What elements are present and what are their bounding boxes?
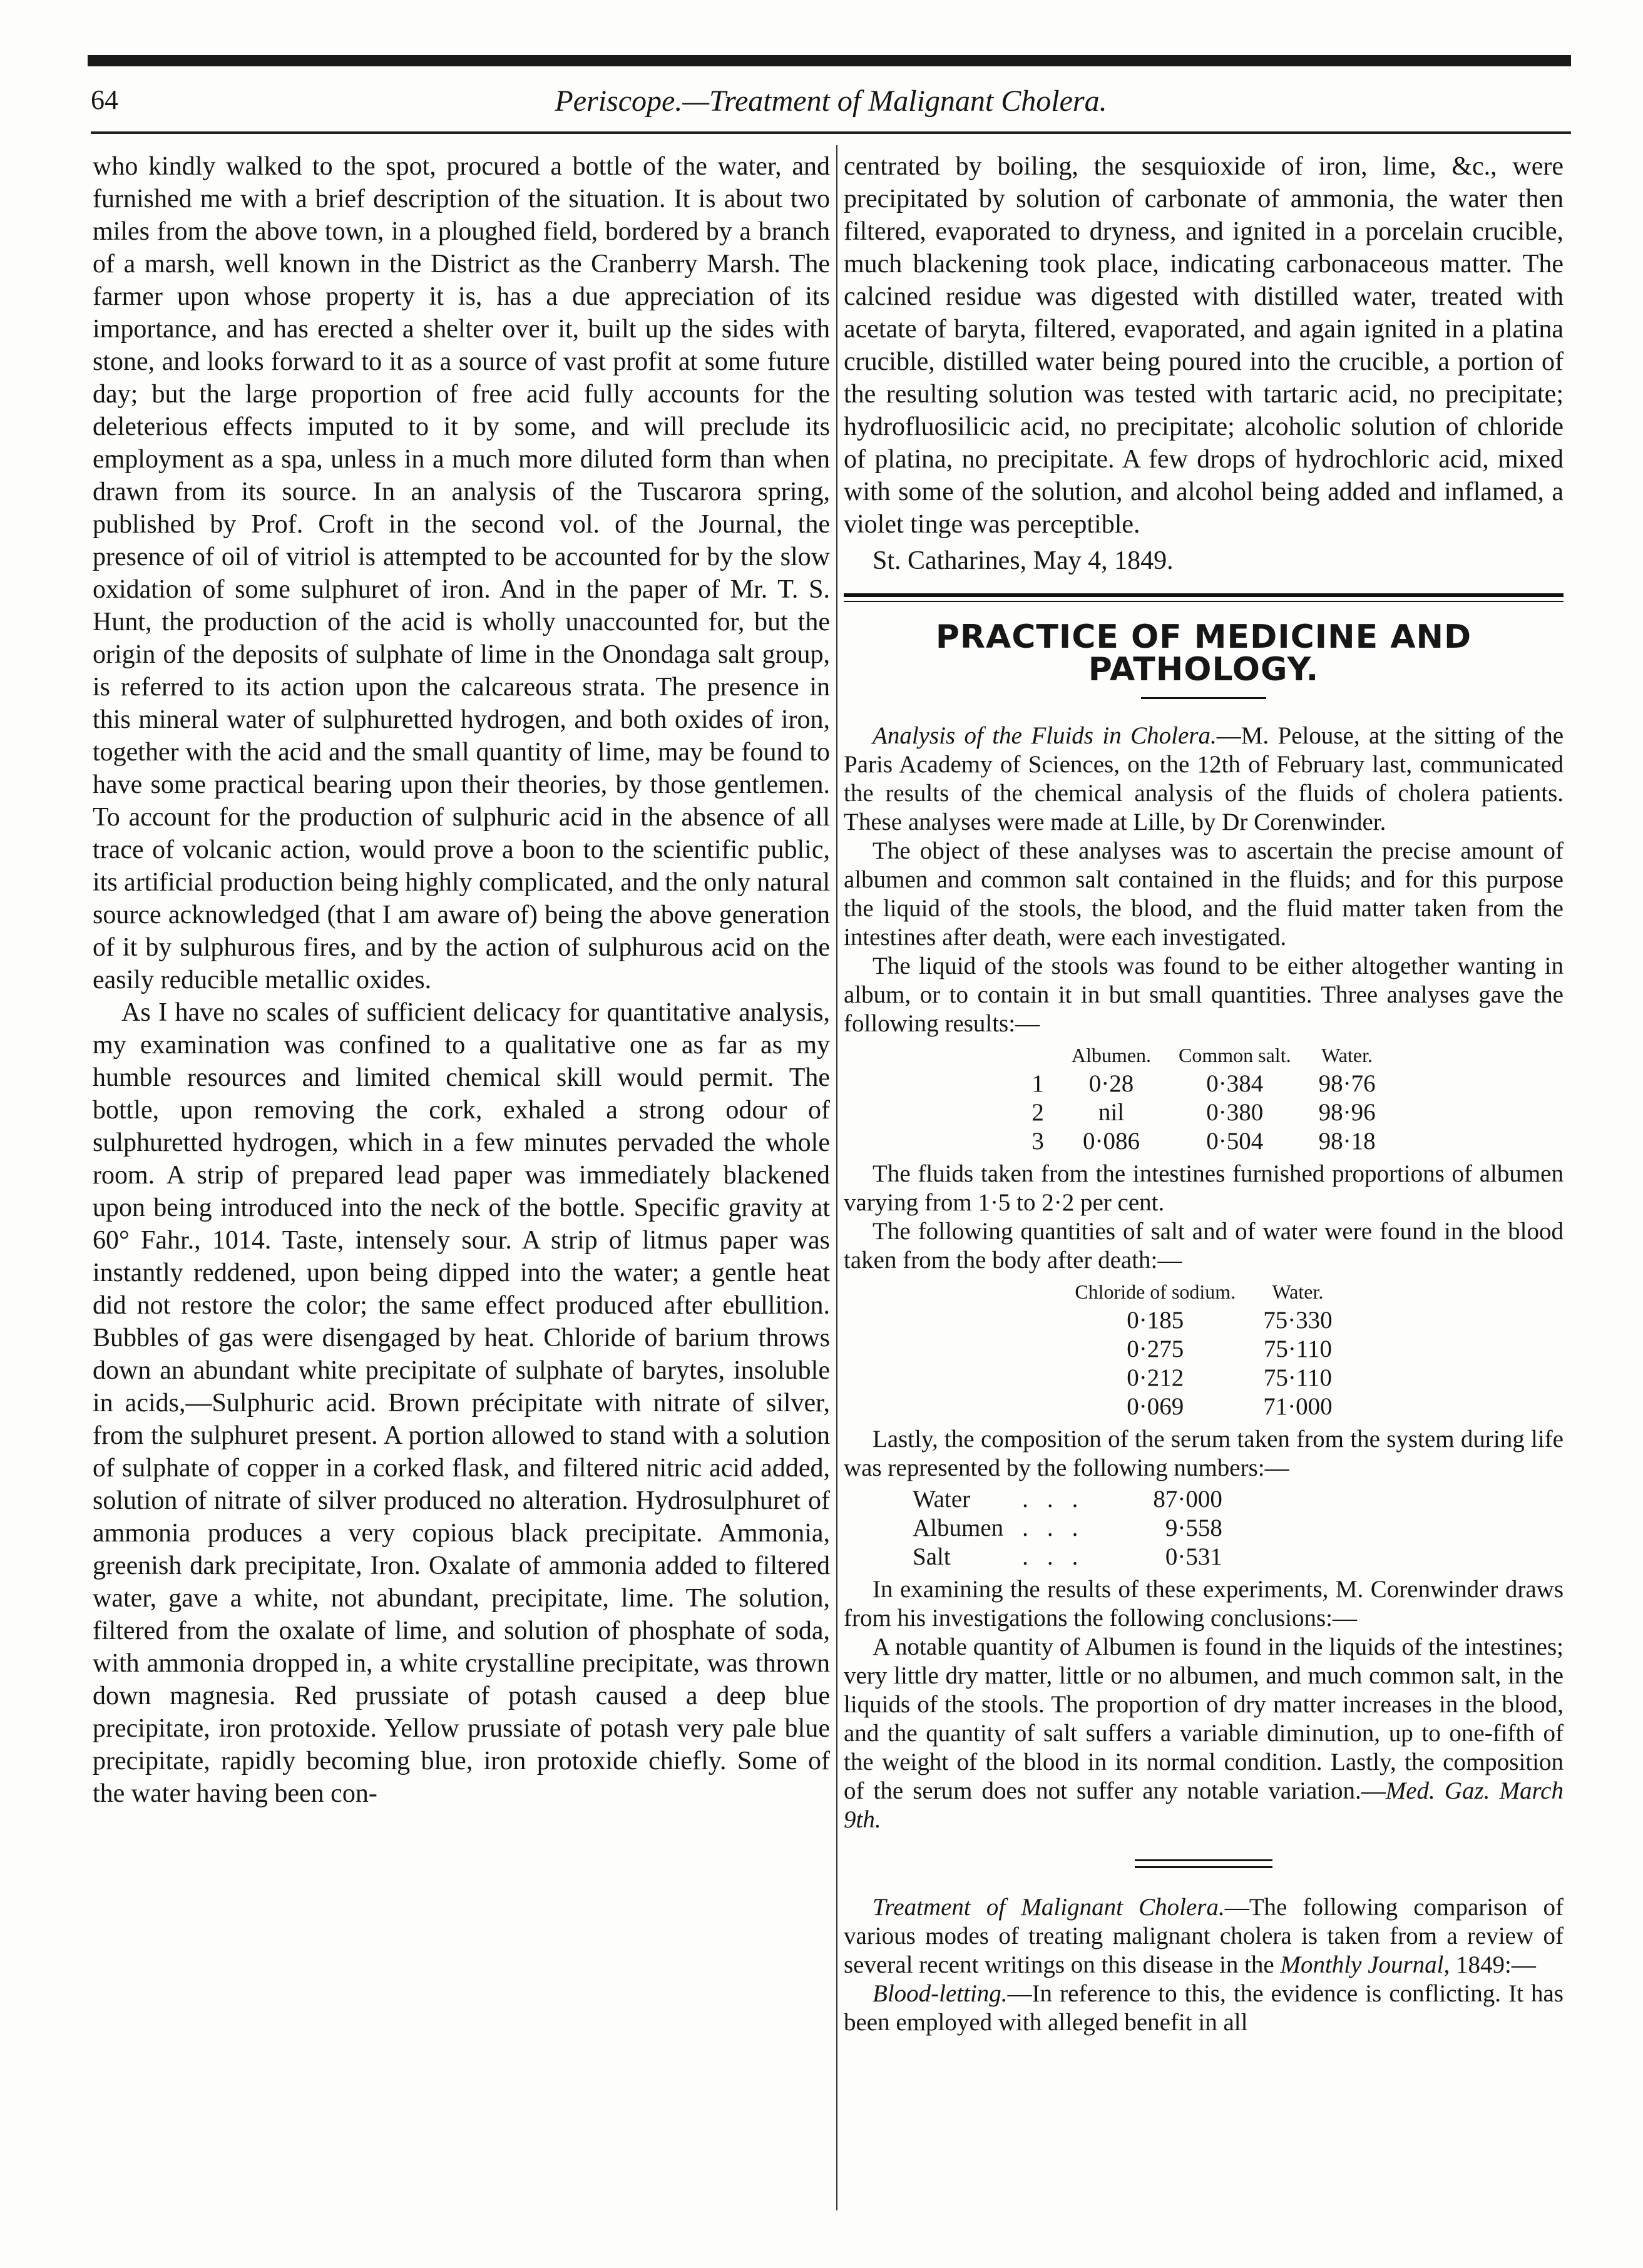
blood-analysis-table bbox=[1061, 1277, 1346, 1421]
table-row: 2 nil 0·380 98·96 bbox=[1031, 1099, 1376, 1126]
table-row: Salt ... 0·531 bbox=[913, 1543, 1222, 1570]
analysis-paragraph-1: Analysis of the Fluids in Cholera.—M. Pelouse, at the sitting of the Paris Academy of Sciences, on the 12th of February last, communicated the results of the chemical analysis of the fluids of cholera patients. These analyses were made at Lille, by Dr Corenwinder. bbox=[844, 722, 1564, 835]
citation: Med. Gaz. March 9th. bbox=[844, 1777, 1564, 1833]
analysis-title: Analysis of the Fluids in Cholera. bbox=[873, 722, 1217, 749]
stools-analysis-table bbox=[1018, 1041, 1389, 1156]
article-separator bbox=[1135, 1859, 1272, 1868]
page-header bbox=[91, 84, 1571, 128]
header-rule bbox=[91, 131, 1571, 134]
right-paragraph-1: centrated by boiling, the sesquioxide of iron, lime, &c., were precipitated by solution of carbonate of ammonia, the water then filtered, evaporated to dryness, and ignited in a porcelain crucible, much blackening took place, indicating carbonaceous matter. The calcined residue was digested with distilled water, treated with acetate of baryta, filtered, evaporated, and again ignited in a platina crucible, distilled water being poured into the crucible, a portion of the resulting solution was tested with tartaric acid, no precipitate; hydrofluosilicic acid, no precipitate; alcoholic solution of chloride of platina, no precipitate. A few drops of hydrochloric acid, mixed with some of the solution, and alcohol being added and inflamed, a violet tinge was perceptible. bbox=[844, 152, 1564, 539]
table-header: Common salt. bbox=[1179, 1044, 1291, 1066]
right-column bbox=[844, 150, 1564, 2037]
column-divider bbox=[836, 145, 837, 2210]
table-row: Water ... 87·000 bbox=[913, 1486, 1222, 1513]
section-rule-thick bbox=[844, 593, 1564, 597]
analysis-paragraph-8: A notable quantity of Albumen is found in the liquids of the intestines; very little dry matter, little or no albumen, and much common salt, in the liquids of the stools. The proportion of dry matter increases in the blood, and the quantity of salt suffers a variable diminution, up to one-fifth of the weight of the blood in its normal condition. Lastly, the composition of the serum does not suffer any notable variation.—Med. Gaz. March 9th. bbox=[844, 1633, 1564, 1833]
bloodletting-title: Blood-letting. bbox=[873, 1980, 1008, 2007]
left-column bbox=[93, 150, 830, 1810]
page-number: 64 bbox=[91, 84, 118, 115]
table-header: Water. bbox=[1272, 1280, 1324, 1303]
left-paragraph-2: As I have no scales of sufficient delicacy for quantitative analysis, my examination was confined to a qualitative one as far as my humble resources and limited chemical skill would permit. The bottle, upon removing the cork, exhaled a strong odour of sulphuretted hydrogen, which in a few minutes pervaded the whole room. A strip of prepared lead paper was immediately blackened upon being introduced into the neck of the bottle. Specific gravity at 60° Fahr., 1014. Taste, intensely sour. A strip of litmus paper was instantly reddened, upon being dipped into the water; a gentle heat did not restore the color; the same effect produced after ebullition. Bubbles of gas were disengaged by heat. Chloride of barium throws down an abundant white precipitate of sulphate of barytes, insoluble in acids,—Sulphuric acid. Brown précipitate with nitrate of silver, from the sulphuret present. A portion allowed to stand with a solution of sulphate of copper in a corked flask, and filtered nitric acid added, solution of nitrate of silver produced no alteration. Hydrosulphuret of ammonia produces a very copious black precipitate. Ammonia, greenish dark precipitate, Iron. Oxalate of ammonia added to filtered water, gave a white, not abundant, precipitate, lime. The solution, filtered from the oxalate of lime, and solution of phosphate of soda, with ammonia dropped in, a white crystalline precipitate, was thrown down magnesia. Red prussiate of potash caused a deep blue precipitate, iron protoxide. Yellow prussiate of potash very pale blue precipitate, rapidly becoming blue, iron protoxide chiefly. Some of the water having been con- bbox=[93, 998, 830, 1808]
analysis-paragraph-7: In examining the results of these experiments, M. Corenwinder draws from his investigations the following conclusions:— bbox=[844, 1576, 1564, 1632]
analysis-paragraph-3: The liquid of the stools was found to be either altogether wanting in album, or to contain it in but small quantities. Three analyses gave the following results:— bbox=[844, 953, 1564, 1037]
table-row: 0·275 75·110 bbox=[1127, 1336, 1332, 1362]
table-row: 0·185 75·330 bbox=[1127, 1307, 1333, 1334]
signoff: St. Catharines, May 4, 1849. bbox=[873, 546, 1174, 575]
table-header: Chloride of sodium. bbox=[1075, 1280, 1236, 1303]
table-row: 3 0·086 0·504 98·18 bbox=[1031, 1128, 1376, 1155]
section-rule-thin bbox=[844, 601, 1564, 602]
analysis-paragraph-6: Lastly, the composition of the serum taken from the system during life was represented by the following numbers:— bbox=[844, 1426, 1564, 1481]
bloodletting-paragraph: Blood-letting.—In reference to this, the evidence is conflicting. It has been employed with alleged benefit in all bbox=[844, 1980, 1564, 2036]
table-row: 1 0·28 0·384 98·76 bbox=[1031, 1070, 1376, 1097]
analysis-paragraph-5: The following quantities of salt and of water were found in the blood taken from the body after death:— bbox=[844, 1218, 1564, 1274]
treatment-paragraph: Treatment of Malignant Cholera.—The following comparison of various modes of treating malignant cholera is taken from a review of several recent writings on this disease in the Monthly Journal, 1849:— bbox=[844, 1894, 1564, 1978]
table-row: 0·069 71·000 bbox=[1127, 1393, 1333, 1420]
source-title: Monthly Journal, bbox=[1280, 1951, 1450, 1978]
table-header: Albumen. bbox=[1071, 1044, 1152, 1066]
table-row: Albumen ... 9·558 bbox=[913, 1515, 1222, 1541]
table-row: 0·212 75·110 bbox=[1127, 1364, 1332, 1391]
top-border-rule bbox=[88, 55, 1571, 66]
analysis-paragraph-2: The object of these analyses was to ascertain the precise amount of albumen and common salt contained in the fluids; and for this purpose the liquid of the stools, the blood, and the fluid matter taken from the intestines after death, were each investigated. bbox=[844, 837, 1564, 951]
table-header: Water. bbox=[1321, 1044, 1373, 1066]
left-paragraph-1: who kindly walked to the spot, procured a bottle of the water, and furnished me with a brief description of the situation. It is about two miles from the above town, in a ploughed field, bordered by a branch of a marsh, well known in the District as the Cranberry Marsh. The farmer upon whose property it is, has a due appreciation of its importance, and has erected a shelter over it, built up the sides with stone, and looks forward to it as a source of vast profit at some future day; but the large proportion of free acid fully accounts for the deleterious effects imputed to it by some, and will preclude its employment as a spa, unless in a much more diluted form than when drawn from its source. In an analysis of the Tuscarora spring, published by Prof. Croft in the second vol. of the Journal, the presence of oil of vitriol is attempted to be accounted for by the slow oxidation of some sulphuret of iron. And in the paper of Mr. T. S. Hunt, the production of the acid is wholly unaccounted for, but the origin of the deposits of sulphate of lime in the Onondaga salt group, is referred to its action upon the calcareous strata. The presence in this mineral water of sulphuretted hydrogen, and both oxides of iron, together with the acid and the small quantity of lime, may be found to have some practical bearing upon their theories, by those gentlemen. To account for the production of sulphuric acid in the absence of all trace of volcanic action, would prove a boon to the scientific public, its artificial production being highly complicated, and the only natural source acknowledged (that I am aware of) being the above generation of it by sulphurous fires, and by the action of sulphurous acid on the easily reducible metallic oxides. bbox=[93, 152, 831, 994]
serum-composition-table bbox=[913, 1485, 1241, 1571]
heading-underline bbox=[1141, 697, 1266, 699]
section-heading: PRACTICE OF MEDICINE AND PATHOLOGY. bbox=[935, 618, 1472, 688]
analysis-paragraph-4: The fluids taken from the intestines furnished proportions of albumen varying from 1·5 to 2·2 per cent. bbox=[844, 1160, 1564, 1216]
treatment-title: Treatment of Malignant Cholera. bbox=[873, 1894, 1225, 1921]
running-title: Periscope.—Treatment of Malignant Cholera. bbox=[555, 84, 1107, 118]
